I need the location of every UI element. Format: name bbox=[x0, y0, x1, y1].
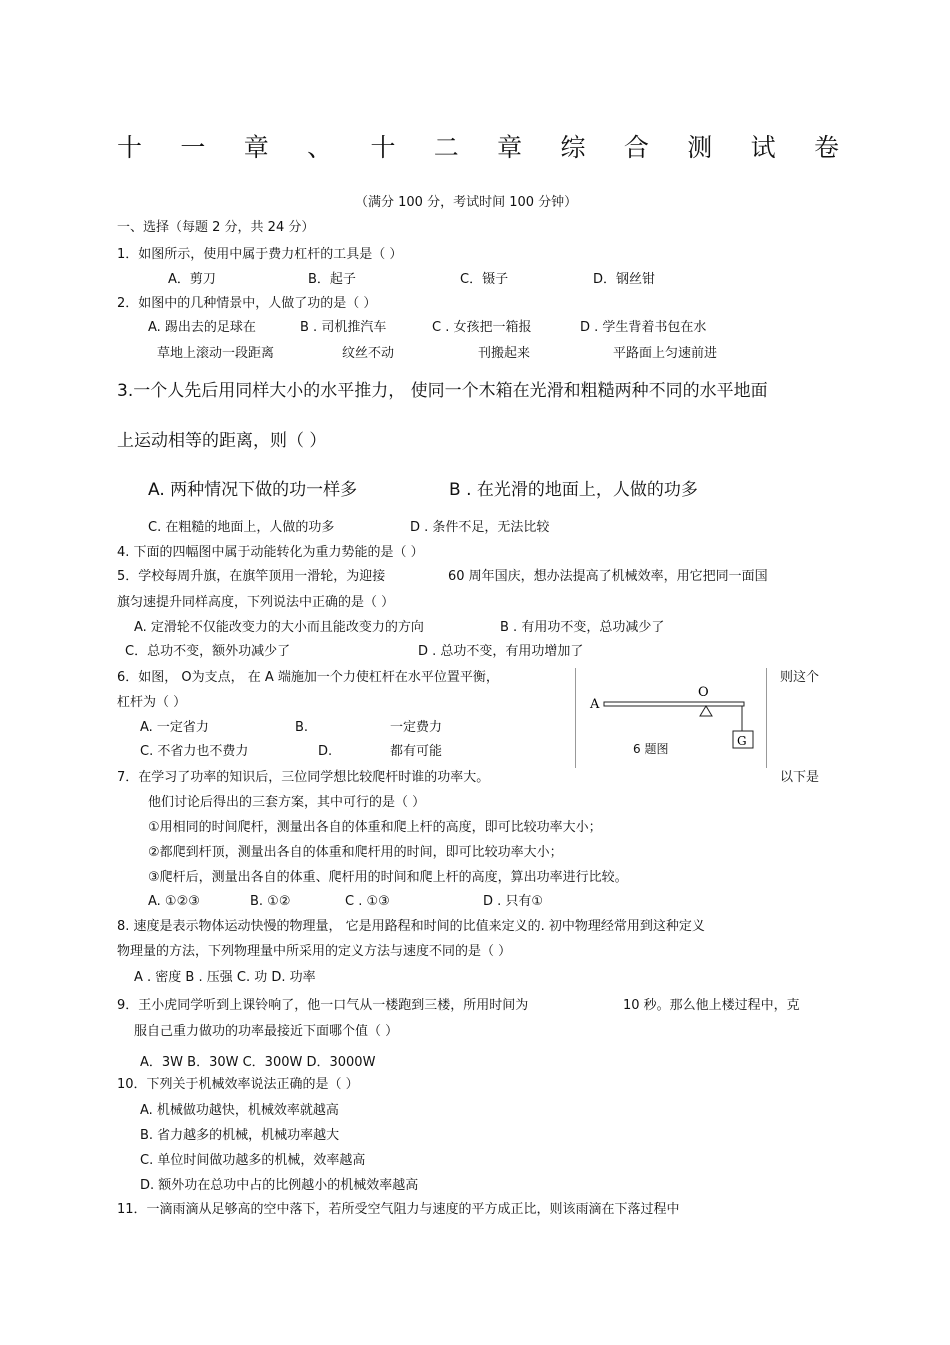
q7-option-a: A. ①②③ bbox=[148, 894, 200, 909]
question-5-stem-cont: 旗匀速提升同样高度，下列说法中正确的是（ ） bbox=[117, 595, 395, 610]
q2-option-c: C . 女孩把一箱报 bbox=[432, 320, 532, 335]
q1-option-d: D．钢丝钳 bbox=[593, 272, 656, 287]
title-char: 十 bbox=[117, 133, 143, 162]
exam-subtitle: （满分 100 分，考试时间 100 分钟） bbox=[355, 195, 578, 210]
question-5-stem-b: 60 周年国庆，想办法提高了机械效率，用它把同一面国 bbox=[448, 569, 768, 584]
q7-option-c: C . ①③ bbox=[345, 894, 390, 909]
lever-diagram bbox=[576, 668, 766, 768]
fulcrum-label-o: O bbox=[698, 685, 709, 700]
q2-option-d: D . 学生背着书包在水 bbox=[580, 320, 707, 335]
lever-figure bbox=[575, 668, 767, 768]
q2-option-a: A. 踢出去的足球在 bbox=[148, 320, 256, 335]
q7-statement-2: ②都爬到杆顶，测量出各自的体重和爬杆用的时间，即可比较功率大小； bbox=[148, 845, 563, 860]
q1-option-b: B．起子 bbox=[308, 272, 356, 287]
question-1-stem: 1．如图所示，使用中属于费力杠杆的工具是（ ） bbox=[117, 247, 403, 262]
q10-option-b: B. 省力越多的机械，机械功率越大 bbox=[140, 1128, 340, 1143]
figure-caption: 6 题图 bbox=[633, 742, 669, 756]
weight-label-g: G bbox=[737, 734, 747, 748]
title-char: 合 bbox=[623, 133, 649, 162]
lever-label-a: A bbox=[590, 697, 600, 712]
title-char: 一 bbox=[180, 133, 206, 162]
question-10-stem: 10．下列关于机械效率说法正确的是（ ） bbox=[117, 1077, 359, 1092]
question-6-stem-b: 则这个 bbox=[780, 670, 820, 685]
question-3-stem-cont: 上运动相等的距离，则（ ） bbox=[117, 431, 327, 451]
question-8-stem: 8. 速度是表示物体运动快慢的物理量， 它是用路程和时间的比值来定义的. 初中物理经常用到这种定义 bbox=[117, 919, 705, 934]
fulcrum-triangle bbox=[700, 706, 712, 716]
title-char: 章 bbox=[497, 133, 523, 162]
question-11-stem: 11．一滴雨滴从足够高的空中落下，若所受空气阻力与速度的平方成正比，则该雨滴在下落过程中 bbox=[117, 1202, 680, 1217]
q6-option-b-text: 一定费力 bbox=[390, 720, 443, 735]
title-char: 测 bbox=[687, 133, 713, 162]
title-char: 试 bbox=[750, 133, 776, 162]
q5-option-b: B . 有用功不变，总功减少了 bbox=[500, 620, 665, 635]
q5-option-d: D . 总功不变，有用功增加了 bbox=[418, 644, 584, 659]
title-char: 章 bbox=[243, 133, 269, 162]
title-char: 、 bbox=[307, 133, 333, 162]
q3-option-b: B . 在光滑的地面上，人做的功多 bbox=[449, 480, 698, 500]
question-9-stem-b: 10 秒。那么他上楼过程中，克 bbox=[623, 998, 800, 1013]
section-heading: 一、选择（每题 2 分，共 24 分） bbox=[117, 220, 315, 235]
q1-option-a: A．剪刀 bbox=[168, 272, 216, 287]
q5-option-a: A. 定滑轮不仅能改变力的大小而且能改变力的方向 bbox=[134, 620, 424, 635]
q6-option-d-text: 都有可能 bbox=[390, 744, 443, 759]
q9-options: A．3W B．30W C．300W D．3000W bbox=[140, 1055, 376, 1070]
title-char: 二 bbox=[433, 133, 459, 162]
question-9-stem: 9．王小虎同学听到上课铃响了，他一口气从一楼跑到三楼，所用时间为 bbox=[117, 998, 529, 1013]
q1-option-c: C．镊子 bbox=[460, 272, 509, 287]
q6-option-b-letter: B. bbox=[295, 720, 309, 735]
question-6-stem-cont: 杠杆为（ ） bbox=[117, 695, 187, 710]
q3-option-d: D . 条件不足，无法比较 bbox=[410, 520, 550, 535]
q10-option-c: C. 单位时间做功越多的机械，效率越高 bbox=[140, 1153, 366, 1168]
q3-option-c: C. 在粗糙的地面上，人做的功多 bbox=[148, 520, 335, 535]
q7-statement-1: ①用相同的时间爬杆，测量出各自的体重和爬上杆的高度，即可比较功率大小； bbox=[148, 820, 602, 835]
q2-option-b-cont: 纹丝不动 bbox=[342, 346, 395, 361]
question-7-stem: 7．在学习了功率的知识后，三位同学想比较爬杆时谁的功率大。 bbox=[117, 770, 490, 785]
question-6-stem: 6．如图， O为支点， 在 A 端施加一个力使杠杆在水平位置平衡， bbox=[117, 670, 499, 685]
question-4-stem: 4. 下面的四幅图中属于动能转化为重力势能的是（ ） bbox=[117, 545, 424, 560]
lever-bar bbox=[604, 702, 744, 706]
q7-option-b: B. ①② bbox=[250, 894, 291, 909]
q8-options: A . 密度 B . 压强 C. 功 D. 功率 bbox=[134, 970, 316, 985]
title-char: 十 bbox=[370, 133, 396, 162]
q7-option-d: D . 只有① bbox=[483, 894, 544, 909]
title-char: 综 bbox=[560, 133, 586, 162]
q2-option-b: B . 司机推汽车 bbox=[300, 320, 387, 335]
q10-option-a: A. 机械做功越快，机械效率就越高 bbox=[140, 1103, 339, 1118]
q6-option-d-letter: D. bbox=[318, 744, 333, 759]
question-5-stem: 5．学校每周升旗，在旗竿顶用一滑轮，为迎接 bbox=[117, 569, 386, 584]
q6-option-c: C. 不省力也不费力 bbox=[140, 744, 249, 759]
question-7-stem-cont: 他们讨论后得出的三套方案，其中可行的是（ ） bbox=[148, 795, 426, 810]
q2-option-d-cont: 平路面上匀速前进 bbox=[613, 346, 718, 361]
question-7-stem-b: 以下是 bbox=[780, 770, 820, 785]
question-2-stem: 2．如图中的几种情景中，人做了功的是（ ） bbox=[117, 296, 377, 311]
q10-option-d: D. 额外功在总功中占的比例越小的机械效率越高 bbox=[140, 1178, 419, 1193]
question-3-stem: 3.一个人先后用同样大小的水平推力， 使同一个木箱在光滑和粗糙两种不同的水平地面 bbox=[117, 381, 768, 401]
q2-option-c-cont: 刊搬起来 bbox=[478, 346, 531, 361]
q7-statement-3: ③爬杆后，测量出各自的体重、爬杆用的时间和爬上杆的高度，算出功率进行比较。 bbox=[148, 870, 628, 885]
q6-option-a: A. 一定省力 bbox=[140, 720, 209, 735]
title-char: 卷 bbox=[813, 133, 839, 162]
exam-title bbox=[117, 132, 839, 164]
q3-option-a: A. 两种情况下做的功一样多 bbox=[148, 480, 358, 500]
q5-option-c: C．总功不变，额外功减少了 bbox=[125, 644, 291, 659]
question-9-stem-cont: 服自己重力做功的功率最接近下面哪个值（ ） bbox=[134, 1024, 399, 1039]
question-8-stem-cont: 物理量的方法，下列物理量中所采用的定义方法与速度不同的是（ ） bbox=[117, 944, 512, 959]
q2-option-a-cont: 草地上滚动一段距离 bbox=[157, 346, 275, 361]
